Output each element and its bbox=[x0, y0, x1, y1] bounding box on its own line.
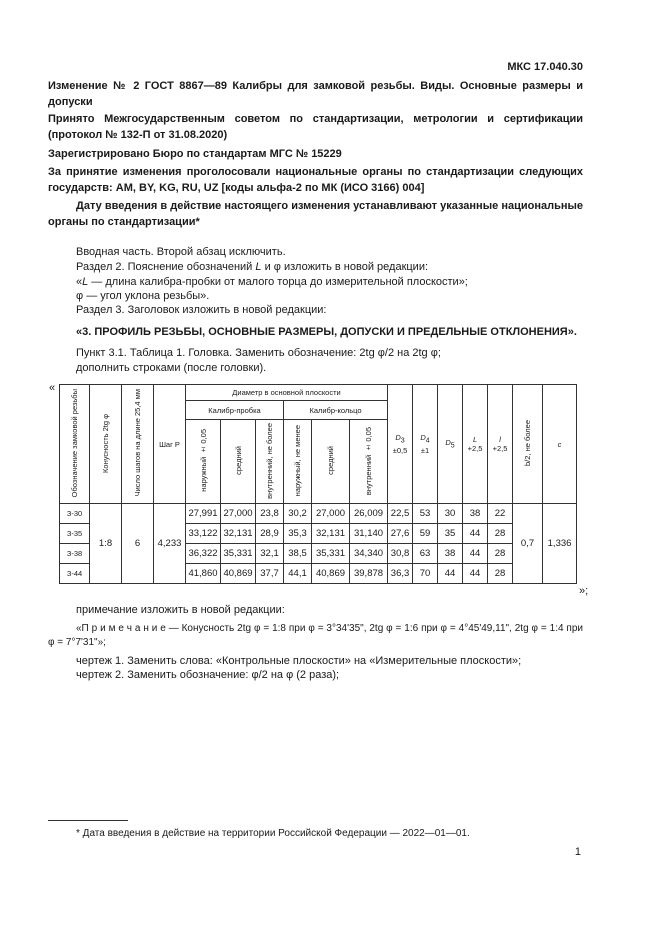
plug-group-header: Калибр-пробка bbox=[186, 401, 284, 420]
table-row: З-44 41,860 40,869 37,7 44,1 40,869 39,878 36,3 70 44 44 28 bbox=[60, 564, 577, 584]
ring-group-header: Калибр-кольцо bbox=[284, 401, 388, 420]
body-line-3: «L — длина калибра-пробки от малого торца до измерительной плоскости»; bbox=[76, 276, 468, 288]
body-line-6: Пункт 3.1. Таблица 1. Головка. Заменить обозначение: 2tg φ/2 на 2tg φ; bbox=[76, 347, 441, 359]
col-c: c bbox=[543, 385, 577, 504]
col-ring-mid: средний bbox=[326, 446, 335, 476]
col-l: l +2,5 bbox=[488, 385, 513, 504]
col-plug-mid: средний bbox=[233, 446, 243, 476]
col-plug-outer: наружный ± 0,05 bbox=[198, 429, 208, 493]
drawing-2-text: чертеж 2. Заменить обозначение: φ/2 на φ (2 раза); bbox=[76, 669, 340, 681]
accepted-text: Принято Межгосударственным советом по стандартизации, метрологии и сертификации (протокол № 132-П от 31.08.2020) bbox=[48, 113, 583, 141]
table-row: З-30 1:8 6 4,233 27,991 27,000 23,8 30,2 27,000 26,009 22,5 53 30 38 22 0,7 1,336 bbox=[60, 504, 577, 524]
table-row: З-38 36,322 35,331 32,1 38,5 35,331 34,340 30,8 63 38 44 28 bbox=[60, 544, 577, 564]
page-number: 1 bbox=[574, 846, 581, 858]
amendment-title: Изменение № 2 ГОСТ 8867—89 Калибры для замковой резьбы. Виды. Основные размеры и допуски bbox=[48, 80, 583, 108]
effective-date-text: Дату введения в действие настоящего изменения устанавливают указанные национальные органы по стандартизации* bbox=[48, 200, 583, 228]
col-d3: D3 ±0,5 bbox=[388, 385, 413, 504]
note-intro: примечание изложить в новой редакции: bbox=[76, 604, 285, 616]
body-line-2: Раздел 2. Пояснение обозначений L и φ изложить в новой редакции: bbox=[76, 261, 429, 273]
col-d4: D4 ±1 bbox=[413, 385, 438, 504]
shared-pitch: 4,233 bbox=[154, 504, 186, 584]
col-designation: Обозначение замковой резьбы bbox=[70, 388, 79, 498]
col-ring-outer: наружный, не менее bbox=[293, 424, 302, 497]
footnote: * Дата введения в действие на территории Российской Федерации — 2022—01—01. bbox=[76, 828, 470, 839]
registered-text: Зарегистрировано Бюро по стандартам МГС № 15229 bbox=[48, 148, 342, 160]
shared-c: 1,336 bbox=[543, 504, 577, 584]
table-close-mark: »; bbox=[579, 585, 589, 597]
body-line-7: дополнить строками (после головки). bbox=[76, 362, 267, 374]
drawing-1-text: чертеж 1. Заменить слова: «Контрольные плоскости» на «Измерительные плоскости»; bbox=[76, 655, 522, 667]
note-text: «П р и м е ч а н и е — Конусность 2tg φ = 1:8 при φ = 3°34'35", 2tg φ = 1:6 при φ = 4°45'49,11", 2tg φ = 1:4 при φ = 7°7'31"»; bbox=[48, 623, 583, 648]
col-d5: D5 bbox=[438, 385, 463, 504]
body-line-5: Раздел 3. Заголовок изложить в новой редакции: bbox=[76, 304, 327, 316]
footnote-separator bbox=[48, 820, 128, 821]
table-row: З-35 33,122 32,131 28,9 35,3 32,131 31,140 27,6 59 35 44 28 bbox=[60, 524, 577, 544]
shared-b2: 0,7 bbox=[513, 504, 543, 584]
section-title: «3. ПРОФИЛЬ РЕЗЬБЫ, ОСНОВНЫЕ РАЗМЕРЫ, ДОПУСКИ И ПРЕДЕЛЬНЫЕ ОТКЛОНЕНИЯ». bbox=[76, 326, 577, 338]
dimensions-table bbox=[59, 384, 577, 584]
table-open-quote: « bbox=[49, 382, 56, 394]
col-taper: Конусность 2tg φ bbox=[101, 413, 110, 473]
shared-taper: 1:8 bbox=[90, 504, 122, 584]
classification-code: МКС 17.040.30 bbox=[507, 61, 583, 73]
col-ring-inner: внутренний ± 0,05 bbox=[364, 426, 374, 495]
col-b2: b/2, не более bbox=[523, 419, 533, 466]
diameter-group-header: Диаметр в основной плоскости bbox=[186, 385, 388, 401]
col-threads: Число шагов на длине 25,4 мм bbox=[133, 389, 142, 497]
body-line-4: φ — угол уклона резьбы». bbox=[76, 290, 210, 302]
col-pitch: Шаг P bbox=[154, 385, 186, 504]
shared-threads: 6 bbox=[122, 504, 154, 584]
body-line-1: Вводная часть. Второй абзац исключить. bbox=[76, 246, 286, 258]
col-L: L +2,5 bbox=[463, 385, 488, 504]
col-plug-inner: внутренний, не более bbox=[265, 422, 274, 499]
voted-text: За принятие изменения проголосовали национальные органы по стандартизации следующих государств: AM, BY, KG, RU, UZ [коды альфа-2 по МК (ИСО 3166) 004] bbox=[48, 166, 583, 194]
